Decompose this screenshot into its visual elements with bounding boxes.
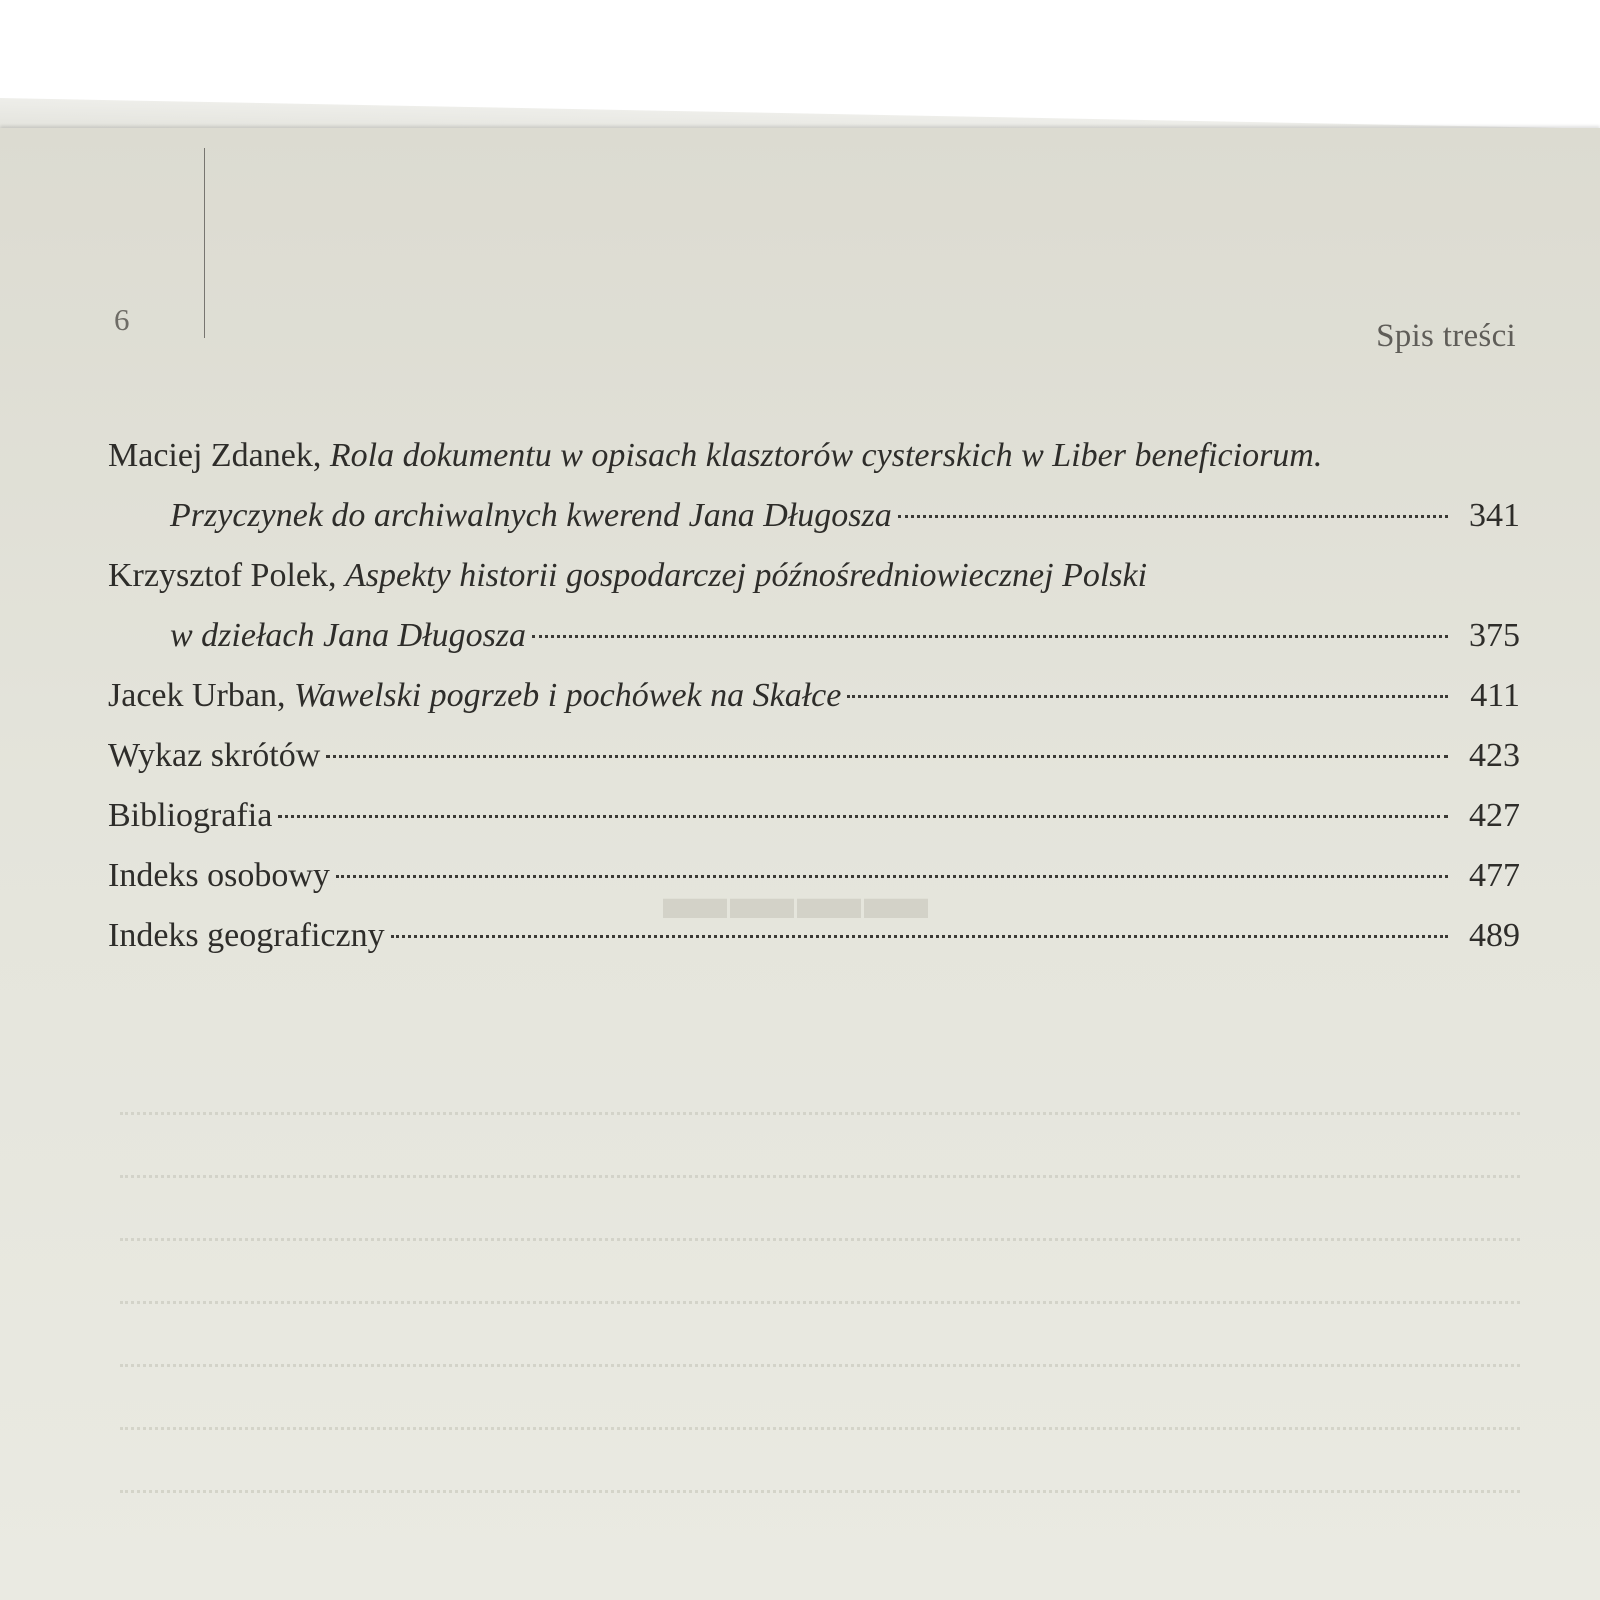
toc-entry-line	[108, 606, 1520, 666]
page-number: 6	[114, 302, 130, 337]
show-through-heading: ▬▬▬▬	[660, 861, 928, 932]
toc-entry-line	[108, 426, 1520, 486]
show-through-line	[120, 1425, 1520, 1430]
dot-leader	[336, 874, 1448, 878]
toc-author: Jacek Urban,	[108, 677, 286, 714]
toc-title: Aspekty historii gospodarczej późnośredniowiecznej Polski	[345, 557, 1148, 594]
show-through-line	[120, 1362, 1520, 1367]
toc-page-number: 489	[1469, 917, 1520, 954]
show-through-line	[120, 1236, 1520, 1241]
toc-entry-line	[108, 486, 1520, 546]
toc-label: Wykaz skrótów	[108, 737, 321, 774]
toc-page-number: 411	[1470, 677, 1520, 714]
margin-rule	[204, 148, 205, 338]
show-through-line	[120, 1299, 1520, 1304]
show-through-line	[120, 1110, 1520, 1115]
toc-entry-line	[108, 786, 1520, 846]
table-of-contents	[108, 426, 1520, 966]
show-through-line	[120, 1173, 1520, 1178]
show-through-line	[120, 1488, 1520, 1493]
toc-label: Indeks geograficzny	[108, 917, 385, 954]
toc-page-number: 375	[1469, 617, 1520, 654]
toc-entry-line	[108, 846, 1520, 906]
toc-author: Krzysztof Polek,	[108, 557, 337, 594]
show-through-lines	[120, 1110, 1520, 1551]
toc-entry-line	[108, 726, 1520, 786]
toc-title: Wawelski pogrzeb i pochówek na Skałce	[293, 677, 842, 714]
dot-leader	[278, 814, 1448, 818]
toc-label: Bibliografia	[108, 797, 273, 834]
toc-entry-line	[108, 546, 1520, 606]
toc-author: Maciej Zdanek,	[108, 437, 322, 474]
toc-entry-line	[108, 666, 1520, 726]
toc-page-number: 477	[1469, 857, 1520, 894]
dot-leader	[847, 694, 1448, 698]
running-head: Spis treści	[1376, 318, 1516, 354]
dot-leader	[326, 754, 1448, 758]
dot-leader	[898, 514, 1448, 518]
toc-entry-line	[108, 906, 1520, 966]
toc-title: Rola dokumentu w opisach klasztorów cysterskich w Liber beneficiorum.	[329, 437, 1323, 474]
toc-label: Indeks osobowy	[108, 857, 330, 894]
toc-page-number: 423	[1469, 737, 1520, 774]
dot-leader	[532, 634, 1448, 638]
toc-page-number: 341	[1469, 497, 1520, 534]
toc-page-number: 427	[1469, 797, 1520, 834]
toc-title: Przyczynek do archiwalnych kwerend Jana Długosza	[170, 497, 892, 534]
dot-leader	[391, 934, 1448, 938]
toc-title: w dziełach Jana Długosza	[170, 617, 527, 654]
